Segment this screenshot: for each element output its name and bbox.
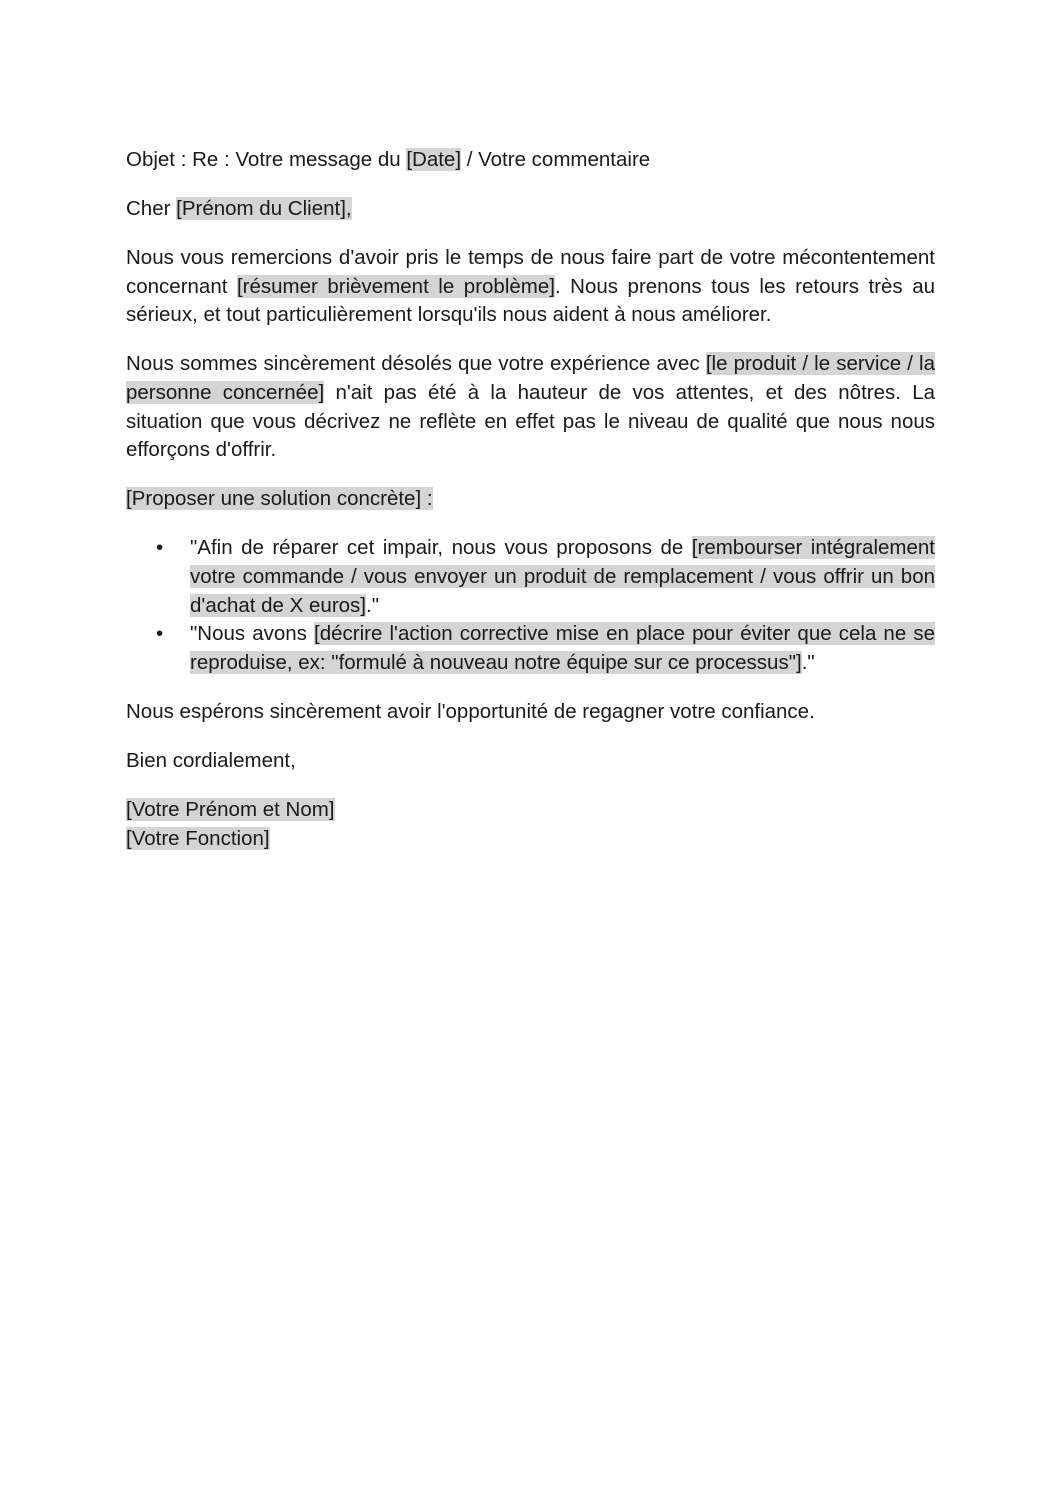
apology-text-1: Nous sommes sincèrement désolés que votre expérience avec (126, 352, 706, 376)
subject-prefix: Objet : Re : Votre message du (126, 148, 407, 171)
letter-document (126, 146, 935, 853)
subject-suffix: / Votre commentaire (461, 148, 651, 171)
sign-off: Bien cordialement, (126, 749, 296, 772)
signature-block (126, 796, 935, 853)
solution-list (126, 534, 935, 677)
solution-list-item (156, 534, 935, 620)
solution-text-1: "Nous avons (190, 622, 315, 646)
compensation-placeholder: [rembourser intégralement votre commande / vous envoyer un produit de remplacement / vous offrir un bon d'achat de X euros] (190, 536, 935, 617)
apology-paragraph (126, 350, 935, 464)
date-placeholder: [Date] (406, 148, 462, 171)
signature-name-placeholder: [Votre Prénom et Nom] (126, 798, 335, 822)
thanks-text-1: Nous vous remercions d'avoir pris le temps de nous faire part de votre mécontentement concernant (126, 246, 935, 298)
closing-paragraph: Nous espérons sincèrement avoir l'opportunité de regagner votre confiance. (126, 699, 815, 723)
problem-summary-placeholder: [résumer brièvement le problème] (236, 274, 555, 298)
subject-of-complaint-placeholder: [le produit / le service / la personne concernée] (126, 352, 935, 405)
greeting-prefix: Cher (126, 197, 177, 221)
solution-heading-placeholder: [Proposer une solution concrète] : (126, 487, 433, 511)
apology-text-2: n'ait pas été à la hauteur de vos attentes, et des nôtres. La situation que vous décrivez ne reflète en effet pas le niveau de qualité que nous nous efforçons d'offrir. (126, 381, 936, 462)
bullet-icon: • (156, 622, 164, 646)
greeting (126, 195, 935, 224)
thanks-paragraph (126, 244, 935, 330)
solution-list-item (156, 620, 935, 677)
solution-heading (126, 485, 935, 514)
signature-role-placeholder: [Votre Fonction] (126, 826, 270, 850)
thanks-text-2: . Nous prenons tous les retours très au sérieux, et tout particulièrement lorsqu'ils nous aident à nous améliorer. (126, 274, 935, 327)
solution-text-2: ." (366, 593, 379, 617)
client-name-placeholder: [Prénom du Client], (176, 197, 352, 221)
solution-text-1: "Afin de réparer cet impair, nous vous proposons de (190, 536, 692, 560)
corrective-action-placeholder: [décrire l'action corrective mise en place pour éviter que cela ne se reproduise, ex: "formulé à nouveau notre équipe sur ce processus"] (190, 622, 935, 674)
bullet-icon: • (156, 536, 164, 560)
solution-text-2: ." (801, 650, 815, 674)
subject-line (126, 146, 935, 175)
